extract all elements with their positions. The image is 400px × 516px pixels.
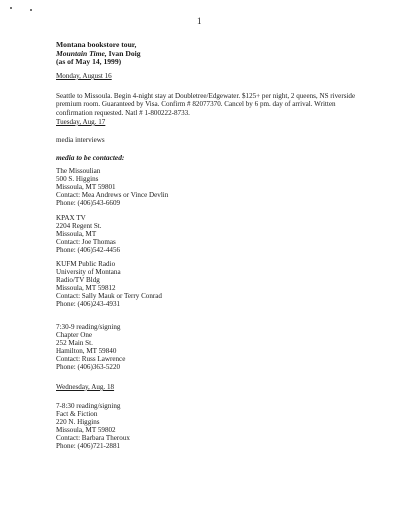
contact-block — [56, 261, 162, 308]
contact-line: Missoula, MT — [56, 229, 97, 238]
contact-line: Contact: Joe Thomas — [56, 237, 116, 246]
event-line: 252 Main St. — [56, 338, 93, 347]
date-tuesday: Tuesday, Aug. 17 — [56, 118, 106, 126]
author-name: Ivan Doig — [106, 48, 141, 58]
contact-line: 2204 Regent St. — [56, 221, 102, 230]
heading-line-3: (as of May 14, 1999) — [56, 57, 122, 67]
scan-speck — [10, 7, 12, 9]
event-block — [56, 403, 130, 450]
contact-block — [56, 168, 168, 208]
event-line: 7-8:30 reading/signing — [56, 402, 121, 410]
event-block — [56, 324, 125, 371]
contact-line: Phone: (406)542-4456 — [56, 245, 121, 254]
contact-line: Contact: Mea Andrews or Vince Devlin — [56, 190, 169, 199]
contact-line: Missoula, MT 59801 — [56, 182, 116, 191]
event-line: Fact & Fiction — [56, 409, 98, 418]
contact-line: Radio/TV Bldg — [56, 275, 100, 284]
media-interviews-note: media interviews — [56, 136, 105, 144]
event-line: 7:30-9 reading/signing — [56, 323, 121, 331]
event-line: Missoula, MT 59802 — [56, 425, 116, 434]
event-line: Chapter One — [56, 330, 93, 339]
book-title: Mountain Time, — [56, 48, 107, 58]
contact-line: Phone: (406)243-4931 — [56, 299, 121, 308]
contact-line: Contact: Sally Mauk or Terry Conrad — [56, 291, 162, 300]
contact-line: Missoula, MT 59812 — [56, 283, 116, 292]
contact-line: University of Montana — [56, 267, 121, 276]
event-line: Contact: Barbara Theroux — [56, 433, 130, 442]
event-line: 220 N. Higgins — [56, 417, 100, 426]
contact-block — [56, 215, 120, 255]
page-number: 1 — [197, 16, 202, 26]
event-line: Phone: (406)721-2881 — [56, 441, 121, 450]
heading-line-1: Montana bookstore tour, — [56, 40, 137, 49]
contact-line: Phone: (406)543-6609 — [56, 198, 121, 207]
media-heading: media to be contacted: — [56, 153, 125, 162]
date-monday: Monday, August 16 — [56, 72, 112, 80]
travel-note: Seattle to Missoula. Begin 4-night stay at Doubletree/Edgewater. $125+ per night, 2 queens, NS riverside premium room. Guaranteed by Visa. Confirm # 82077370. Cancel by 6 pm. day of arrival. Written confirmation requested. Natl # 1-800222-8733. — [56, 92, 356, 117]
contact-line: The Missoulian — [56, 167, 101, 175]
date-wednesday: Wednesday, Aug. 18 — [56, 383, 115, 391]
contact-line: KPAX TV — [56, 214, 86, 222]
scan-speck — [30, 9, 32, 11]
event-line: Hamilton, MT 59840 — [56, 346, 117, 355]
contact-line: KUFM Public Radio — [56, 260, 116, 268]
contact-line: 500 S. Higgins — [56, 174, 99, 183]
tour-heading — [56, 41, 141, 67]
event-line: Phone: (406)363-5220 — [56, 362, 121, 371]
event-line: Contact: Russ Lawrence — [56, 354, 126, 363]
